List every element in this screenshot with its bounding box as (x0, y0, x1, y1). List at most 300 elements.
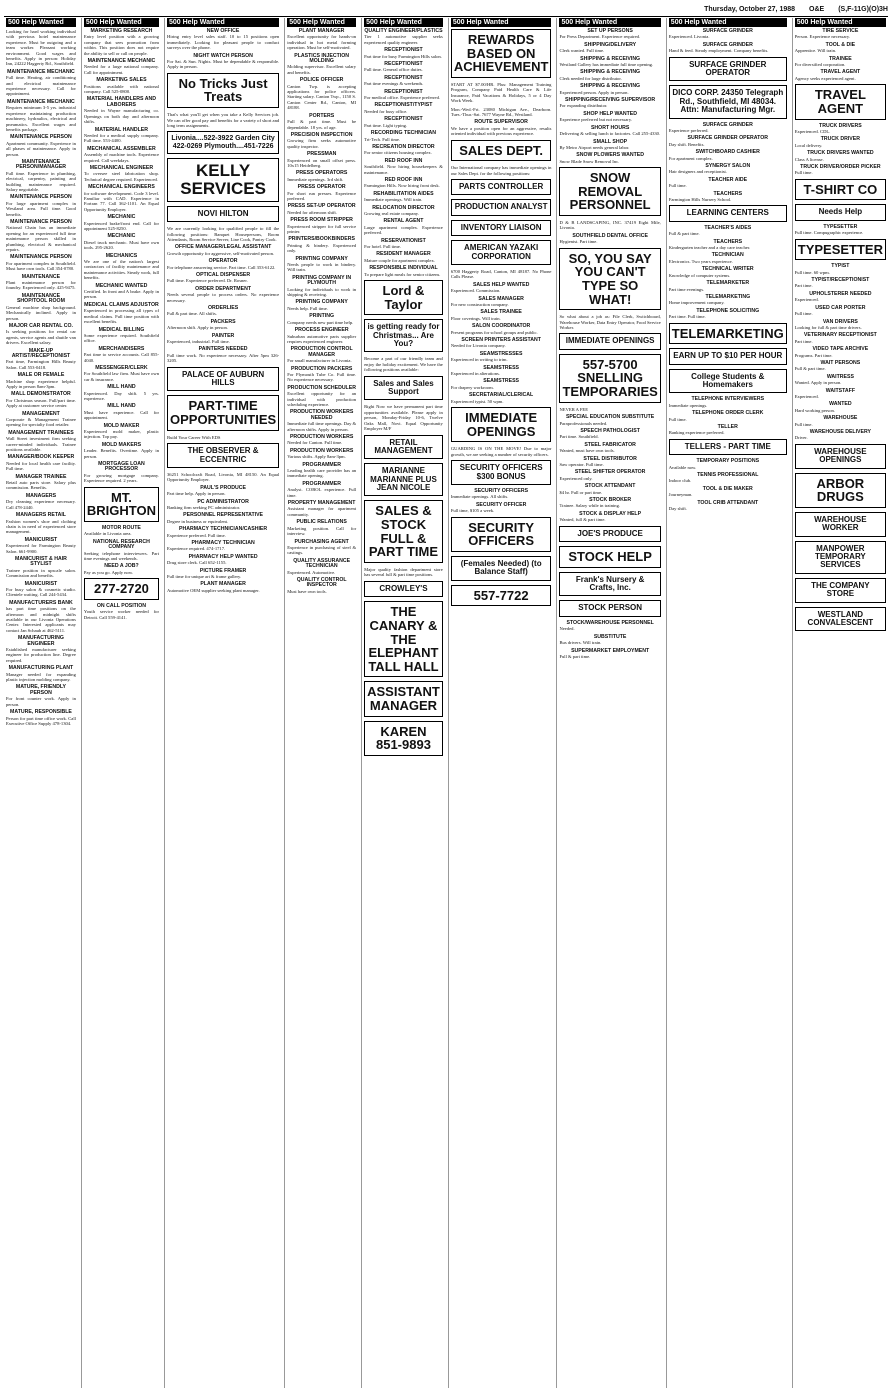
classified-ad (84, 526, 159, 537)
ad-headline: PRODUCTION WORKERS (289, 434, 354, 440)
ad-body: Some experience required. Southfield office. (83, 332, 159, 344)
ad-body: Full & part time. (668, 231, 700, 237)
classified-ad (6, 100, 76, 132)
ad-body: Youth service worker needed for Detroit. Call 559-4141. (83, 609, 159, 620)
display-ad (559, 333, 660, 349)
classified-ad (6, 666, 76, 682)
classified-ad (167, 112, 279, 128)
ad-body: Part time. (794, 283, 813, 289)
ad-body: D & B LANDSCAPING, INC. 37419 Eight Mile, Livonia. (559, 220, 661, 231)
ad-headline: MANICURIST (24, 536, 58, 543)
classified-ad (364, 219, 443, 235)
classified-ad (167, 259, 279, 270)
display-ad-text: PART-TIME OPPORTUNITIES (170, 398, 277, 428)
display-ad-text: KAREN 851-9893 (375, 723, 431, 753)
ad-headline: STEEL DISTRIBUTOR (583, 455, 637, 462)
display-ad-text: SNOW REMOVAL PERSONNEL (569, 170, 651, 213)
classified-ad (451, 283, 552, 294)
display-ad (451, 585, 552, 607)
ad-body: Snow Blade Snow Removal Inc. (559, 158, 620, 164)
ad-headline: TECHNICIAN (711, 252, 744, 259)
ad-headline: SHIPPING/DELIVERY (584, 41, 637, 48)
ad-body: Experienced brake/front end. Call for appointment 525-8250. (83, 220, 159, 231)
display-ad (795, 239, 886, 261)
classified-ad (364, 404, 443, 431)
ad-headline: MAJOR CAR RENTAL CO. (8, 322, 73, 329)
ad-body: Full time. Experience preferred. Dr. Rosner. (167, 278, 248, 284)
ad-headline: TRUCK DRIVER/ORDER PICKER (800, 163, 881, 170)
ad-body: Full & part time. All shifts. (167, 311, 217, 317)
ad-headline: RENTAL AGENT (383, 218, 424, 225)
classified-ad (167, 541, 279, 552)
ad-headline: TYPESETTER (823, 223, 858, 230)
classified-ad (669, 136, 787, 147)
ad-body: Hygienist. Part time. (559, 239, 598, 245)
classified-ad (167, 555, 279, 566)
classified-ad (84, 385, 159, 401)
classified-ad (84, 443, 159, 459)
ad-body: Bus drivers. Will train. (559, 640, 602, 646)
ad-body: Present programs for school groups and public. (450, 329, 538, 335)
ad-body: Experienced mold maker, plastic injection. Top pay. (83, 429, 159, 440)
ad-body: Class A license. (794, 156, 824, 162)
ad-headline: MAINTENANCE MECHANIC (7, 98, 75, 105)
ad-headline: MAINTENANCE (21, 273, 61, 280)
display-ad-text: THE CANARY & THE ELEPHANT TALL HALL (368, 604, 439, 674)
classified-ad (451, 82, 552, 104)
display-ad-text: SO, YOU SAY YOU CAN'T TYPE SO WHAT! (568, 250, 652, 307)
display-ad (669, 369, 787, 394)
ad-body: Full time. (668, 416, 687, 422)
ad-body: Experience required. 474-1717. (167, 546, 226, 552)
ad-headline: TOOL & DIE MAKER (702, 485, 753, 492)
ad-headline: TOOL & DIE (825, 41, 856, 48)
display-ad-text: Lord & Taylor (382, 283, 425, 312)
classified-ad (6, 195, 76, 217)
display-ad (669, 205, 787, 221)
classified-ad (795, 264, 886, 275)
classified-ad (795, 278, 886, 289)
classified-ad (669, 459, 787, 470)
ad-body: has part time positions on the afternoon and midnight shifts available in our Livonia Operations Center. Interested applicants may contact Jan Schaub at 462-5111. (6, 606, 76, 633)
ad-body: Clerk wanted. Full time. (559, 48, 605, 54)
display-ad-text: MANPOWER TEMPORARY SERVICES (814, 543, 866, 570)
ad-headline: SECURITY OFFICER (475, 501, 527, 508)
display-ad-text: 277-2720 (93, 581, 149, 597)
ad-headline: PAINTERS NEEDED (198, 346, 248, 353)
ad-headline: SEAMSTRESSES (479, 350, 523, 357)
ad-headline: OFFICE MANAGER/LEGAL ASSISTANT (174, 244, 272, 251)
ad-headline: VETERINARY RECEPTIONIST (803, 332, 877, 339)
ad-headline: SHOP HELP WANTED (583, 110, 637, 117)
ad-headline: SHIPPING & RECEIVING (580, 83, 641, 90)
classified-ad (451, 324, 552, 335)
classified-ad (167, 472, 279, 483)
classified-ad (795, 389, 886, 400)
ad-body: Wall Street investment firm seeking career-minded individuals. Trainee positions available. (6, 436, 76, 453)
display-ad (167, 395, 279, 430)
display-ad-text: ASSISTANT MANAGER (367, 684, 440, 714)
ad-body: Major quality fashion department store has several full & part time positions. (364, 567, 443, 578)
column-3 (164, 18, 281, 1388)
ad-headline: MEDICAL BILLING (98, 326, 145, 333)
classified-ad (167, 245, 279, 256)
display-ad (669, 348, 787, 364)
column-7 (556, 18, 662, 1388)
classified-ad (669, 123, 787, 134)
classified-ad (287, 218, 356, 234)
display-ad (795, 578, 886, 603)
header-page: (S,F-11G)(O)3H (838, 5, 888, 13)
ad-body: Full time. (794, 170, 813, 176)
ad-body: Needs help. Full time. (287, 305, 328, 311)
ad-body: Full time. (794, 421, 813, 427)
ad-body: Apartment community. Experience in all phases of maintenance. Apply in person. (6, 140, 76, 157)
ad-headline: STEEL FABRICATOR (584, 441, 636, 448)
ad-body: Experienced. Automotive. (287, 569, 336, 575)
classified-ad (559, 649, 660, 660)
display-ad (559, 526, 660, 542)
ad-body: Must have own tools. (287, 588, 327, 594)
classified-ad (6, 220, 76, 252)
classified-ad (84, 78, 159, 94)
ad-body: Right Now we have permanent part time opportunities available. Please apply in person, Monday-Friday 10-6, Twelve Oaks Mall, Novi. Equal Opportunity Employer M/F (364, 404, 443, 432)
ad-body: Paraprofessionals needed. (559, 420, 608, 426)
ad-body: Day shift. Benefits. (668, 141, 705, 147)
ad-headline: TECHNICAL WRITER (701, 266, 754, 273)
classified-ad (559, 314, 660, 330)
ad-body: Full time. (794, 311, 813, 317)
display-ad-text: ARBOR DRUGS (816, 475, 865, 505)
classified-ad (364, 239, 443, 250)
display-ad-text: SALES DEPT. (459, 142, 544, 158)
ad-body: Certified. In front and A brake. Apply in person. (83, 289, 159, 300)
classified-ad (559, 126, 660, 137)
classified-ad (6, 29, 76, 67)
ad-body: Our International company has immediate openings in our Sales Dept. for the following positions: (450, 165, 552, 176)
ad-body: Part time, Farmington Hills Beauty Salon. Call 553-0418. (6, 359, 76, 370)
ad-headline: MOLD MAKERS (101, 441, 142, 448)
ad-body: Looking for full & part time drivers. (794, 324, 862, 330)
display-ad-text: WAREHOUSE WORKER (814, 514, 867, 533)
display-ad-text: Needs Help (818, 207, 863, 217)
ad-body: For apartment complex in Southfield. Must have own tools. Call 354-0780. (6, 260, 76, 272)
ad-body: Full time. 60 wpm. (794, 269, 830, 275)
ad-headline: TELEPHONE INTERVIEWERS (691, 396, 765, 403)
ad-body: Experience in purchasing of steel & castings. (287, 544, 357, 556)
ad-body: Needed for Livonia company. (450, 343, 506, 349)
ad-body: Delivering & selling lunch to factories. Call 255-4330. (559, 131, 661, 137)
ad-body: Looking for individuals to work in shipping & receiving. (287, 286, 357, 298)
classified-ad (287, 435, 356, 446)
display-ad-text: IMMEDIATE OPENINGS (565, 336, 655, 346)
classified-ad (6, 255, 76, 271)
ad-body: Various shifts. Apply 8am-3pm. (287, 454, 346, 460)
ad-headline: PRODUCTION WORKERS NEEDED (289, 409, 354, 421)
ad-body: Banking experience preferred. (668, 430, 725, 436)
classified-ad (287, 501, 356, 517)
display-ad (559, 600, 660, 616)
classified-ad (84, 97, 159, 124)
ad-body: Established manufacturer seeking engineer for production line. Degree required. (6, 647, 76, 663)
ad-headline: PAINTER (211, 332, 235, 339)
ad-headline: PHARMACY TECHNICIAN (191, 539, 255, 546)
ad-body: Excellent opportunity for hands-on individual in hot metal forming operation. Must be self-motivated. (287, 34, 357, 51)
classified-ad (287, 171, 356, 182)
ad-body: Farmington Hills Nursery School. (668, 197, 732, 203)
ad-headline: SECRETARIAL/CLERICAL (469, 392, 534, 399)
ad-body: START AT $7.00/HR. Plus: Management Training Program, Company Paid Health Care & Life Insurance, Paid Vacations & Holidays, 5 or 4 Day Work Week. (450, 81, 552, 104)
classified-ad (84, 564, 159, 575)
ad-body: Immediate openings. Will train. (364, 197, 423, 203)
classified-ad (6, 582, 76, 598)
ad-body: Experience preferred but not necessary. (559, 117, 632, 123)
classified-ad (559, 140, 660, 151)
ad-headline: PRODUCTION SCHEDULER (287, 384, 356, 391)
ad-headline: MANAGEMENT (22, 410, 60, 417)
ad-headline: MANAGER/BOOK KEEPER (7, 454, 75, 461)
column-heading: 500 Help Wanted (6, 18, 76, 27)
ad-body: Must have experience. Call for appointment. (83, 409, 159, 421)
ad-body: For Southfield law firm. Must have own car & insurance. (83, 371, 159, 382)
classified-ad (795, 375, 886, 386)
ad-body: Plant maintenance person for foundry. Experienced only. 425-9475. (6, 280, 76, 291)
classified-ad (84, 166, 159, 182)
display-ad (795, 444, 886, 469)
ad-headline: SHORT HOURS (590, 124, 630, 131)
classified-ad (795, 165, 886, 176)
ad-body: Electronics. Two years experience. (668, 258, 733, 264)
ad-headline: SMALL SHOP (593, 138, 628, 145)
classified-ad (287, 300, 356, 311)
ad-headline: VAN DRIVERS (822, 318, 858, 325)
ad-body: Excellent opportunity for an individual with production scheduling experience. (287, 391, 357, 407)
classified-ad (287, 482, 356, 498)
ad-headline: SHIPPING & RECEIVING (580, 55, 641, 62)
classified-ad (6, 135, 76, 157)
ad-headline: MANICURIST (24, 580, 58, 587)
classified-ad (6, 349, 76, 371)
classified-ad (84, 254, 159, 281)
ad-headline: MEDICAL CLAIMS ADJUSTOR (84, 301, 159, 308)
column-9 (792, 18, 888, 1388)
ad-headline: TYPIST (831, 263, 850, 270)
classified-ad (669, 43, 787, 54)
classified-ad (669, 281, 787, 292)
ad-headline: USED CAR PORTER (815, 304, 866, 311)
ad-headline: MECHANICAL ASSEMBLER (87, 145, 156, 152)
ad-headline: MANICURIST & HAIR STYLIST (15, 555, 67, 568)
classified-ad (795, 137, 886, 148)
classified-ad (559, 220, 660, 231)
display-ad (451, 140, 552, 162)
ad-headline: TEACHER AIDE (708, 176, 748, 183)
display-ad (669, 323, 787, 345)
classified-ad (795, 402, 886, 413)
ad-body: Needed for a medical supply company. Full time. 553-4400. (83, 132, 159, 144)
classified-ad (287, 386, 356, 408)
ad-headline: SALES MANAGER (478, 295, 524, 302)
ad-headline: STOCK BROKER (589, 497, 632, 504)
ad-body: For Press Department. Experience required. (559, 34, 641, 40)
ad-headline: MECHANICAL ENGINEERS (88, 184, 155, 191)
classified-ad (287, 410, 356, 432)
ad-headline: TEMPORARY POSITIONS (696, 458, 760, 465)
ad-headline: RESPONSIBLE INDIVIDUAL (369, 265, 438, 272)
ad-body: Leader. Benefits. Overtime. Apply in person. (83, 448, 159, 459)
display-ad-text: SECURITY OFFICERS (468, 519, 534, 549)
ad-body: Floor coverings. Will train. (450, 315, 501, 321)
ad-body: Hard working person. (794, 407, 835, 413)
ad-headline: TELEPHONE SOLICITING (696, 307, 760, 314)
ad-headline: TELEPHONE ORDER CLERK (692, 410, 764, 417)
display-ad-text: SALES & STOCK FULL & PART TIME (368, 503, 439, 560)
classified-ad (559, 635, 660, 646)
classified-ad (364, 206, 443, 217)
ad-body: Fashion women's shoe and clothing chain is in need of experienced store management. (6, 518, 76, 535)
ad-headline: SUBSTITUTE (593, 633, 627, 640)
ad-body: Suburban automotive parts supplier requires experienced engineer. (287, 333, 357, 344)
display-ad-text: REWARDS BASED ON ACHIEVEMENT (453, 32, 549, 75)
classified-ad (559, 153, 660, 164)
display-ad-text: 557-7722 (473, 587, 529, 603)
ad-headline: PRODUCTION WORKERS (289, 447, 354, 454)
ad-body: Mon.-Wed.-Fri. 23080 Michigan Ave., Dearborn. Tues.-Thur.-Sat. 7677 Wayne Rd., Westland. (450, 106, 552, 117)
ad-body: Large apartment complex. Experience preferred. (364, 224, 443, 236)
ad-headline: TELEMARKETER (706, 280, 750, 287)
classified-ad (6, 324, 76, 346)
ad-headline: TELLER (717, 423, 738, 430)
ad-body: Available now. (668, 464, 697, 470)
display-ad (451, 407, 552, 442)
classified-ad (287, 152, 356, 168)
ad-body: Experienced. CDL. (794, 128, 831, 134)
ad-body: Entry level position with a growing company that sees promotion from within. This position does not require the ability to sell or call on people. (83, 34, 159, 56)
ad-body: For senior citizens housing complex. (364, 150, 432, 156)
display-ad-text: THE COMPANY STORE (811, 580, 870, 599)
ad-headline: MANUFACTURING ENGINEER (18, 635, 64, 647)
display-ad-text: NOVI HILTON (197, 208, 249, 218)
classified-ad (287, 204, 356, 215)
ad-headline: RED ROOF INN (384, 176, 423, 183)
display-ad (451, 240, 552, 265)
ad-headline: NIGHT WATCH PERSON (193, 52, 253, 59)
display-ad (364, 581, 443, 597)
ad-body: By Metro Airport needs general labor. (559, 144, 630, 150)
display-ad-text: JOE'S PRODUCE (577, 528, 643, 538)
ad-headline: WAITRESS (826, 373, 854, 380)
ad-headline: MANUFACTURERS BANK (9, 599, 73, 606)
ad-headline: MAINTENANCE PERSON (10, 219, 72, 225)
ad-headline: STOCK & DISPLAY HELP (579, 510, 642, 517)
ad-body: Degree in business or equivalent. (167, 518, 229, 524)
classified-ad (795, 416, 886, 427)
ad-body: Corporate & Management Trainee opening for specialty food retailer. (6, 417, 76, 428)
display-ad (167, 131, 279, 154)
classified-ad (795, 347, 886, 358)
display-ad (364, 319, 443, 352)
ad-body: Day shift. (668, 506, 687, 512)
ad-headline: NEED A JOB? (104, 563, 139, 570)
display-ad-text: TYPESETTER (797, 241, 883, 257)
ad-headline: MAINTENANCE MECHANIC (87, 58, 156, 65)
ad-body: GUARDING IS ON THE MOVE! Due to major growth, we are seeking a number of security officers. (450, 446, 552, 457)
ad-body: Trainee. Salary while in training. (559, 503, 621, 509)
classified-ad (795, 430, 886, 441)
ad-headline: MANUFACTURING PLANT (8, 665, 74, 672)
ad-body: Part time. Full time. (668, 314, 706, 320)
classified-ad (287, 133, 356, 149)
ad-headline: PORTERS (309, 112, 335, 119)
classified-ad (364, 76, 443, 87)
display-ad-text: MARIANNE MARIANNE PLUS JEAN NICOLE (370, 466, 437, 493)
display-ad-text: KELLY SERVICES (180, 161, 266, 198)
classified-ad (167, 334, 279, 345)
page-header (4, 2, 888, 17)
ad-headline: MANAGEMENT TRAINEES (8, 429, 74, 436)
ad-headline: SHIPPING/RECEIVING SUPERVISOR (565, 97, 656, 104)
ad-headline: PLASTICS INJECTION MOLDING (294, 52, 350, 65)
classified-ad (84, 128, 159, 144)
ad-headline: SNOW PLOWERS WANTED (576, 152, 644, 159)
display-ad (795, 607, 886, 632)
ad-headline: PRINTING COMPANY (295, 255, 348, 262)
display-ad (167, 73, 279, 108)
display-ad-text: PALACE OF AUBURN HILLS (181, 369, 265, 388)
display-ad (364, 463, 443, 496)
ad-headline: SURFACE GRINDER (702, 41, 753, 48)
ad-headline: RECEPTIONIST/TYPIST (374, 102, 433, 109)
column-4 (284, 18, 358, 1388)
display-ad (669, 85, 787, 118)
ad-body: Experienced typist. 50 wpm. (450, 398, 504, 404)
classified-ad (6, 685, 76, 707)
classified-ad (6, 392, 76, 408)
ad-headline: RECORDING TECHNICIAN (370, 130, 437, 137)
ad-body: Full time work. No experience necessary. After 5pm 326-3205. (167, 352, 280, 364)
ad-headline: SCREEN PRINTERS ASSISTANT (461, 337, 541, 344)
ad-headline: MAINTENANCE PERSON (10, 254, 72, 261)
ad-headline: PERSONNEL REPRESENTATIVE (183, 512, 264, 519)
classified-ad (167, 54, 279, 70)
ad-body: We have a position open for an aggressive, results oriented individual with previous experience. (450, 125, 552, 137)
display-ad (795, 473, 886, 508)
ad-headline: MATURE, FRIENDLY PERSON (15, 684, 67, 696)
ad-headline: MOLD MAKER (103, 422, 140, 429)
classified-ad (84, 424, 159, 440)
display-ad-text: STOCK PERSON (578, 603, 643, 613)
ad-body: Agency seeks experienced agent. (794, 75, 856, 81)
ad-body: Part time. Southfield. (559, 434, 599, 440)
ad-headline: RECEPTIONIST (384, 47, 423, 54)
ad-headline: TRUCK DRIVERS (819, 122, 862, 129)
ad-body: For telephone answering service. Part time. Call 353-6122. (167, 264, 276, 270)
column-heading: 500 Help Wanted (795, 18, 886, 27)
classified-ad (795, 29, 886, 40)
ad-body: Needed for Canton. Full time. (287, 440, 343, 446)
classified-ad (167, 287, 279, 303)
ad-headline: STOCK ATTENDANT (584, 483, 636, 490)
classified-ad (6, 431, 76, 453)
ad-headline: PRINTING COMPANY (295, 299, 348, 306)
classified-ad (6, 160, 76, 192)
ad-headline: POLICE OFFICER (299, 77, 344, 84)
ad-body: For Christmas season. Full/part time. Apply at customer service center. (6, 397, 76, 409)
ad-headline: PLANT MANAGER (200, 581, 246, 588)
ad-body: Experienced. Commission. (450, 288, 501, 294)
ad-body: Part time evenings. (668, 286, 705, 292)
ad-headline: MILL HAND (107, 403, 136, 410)
